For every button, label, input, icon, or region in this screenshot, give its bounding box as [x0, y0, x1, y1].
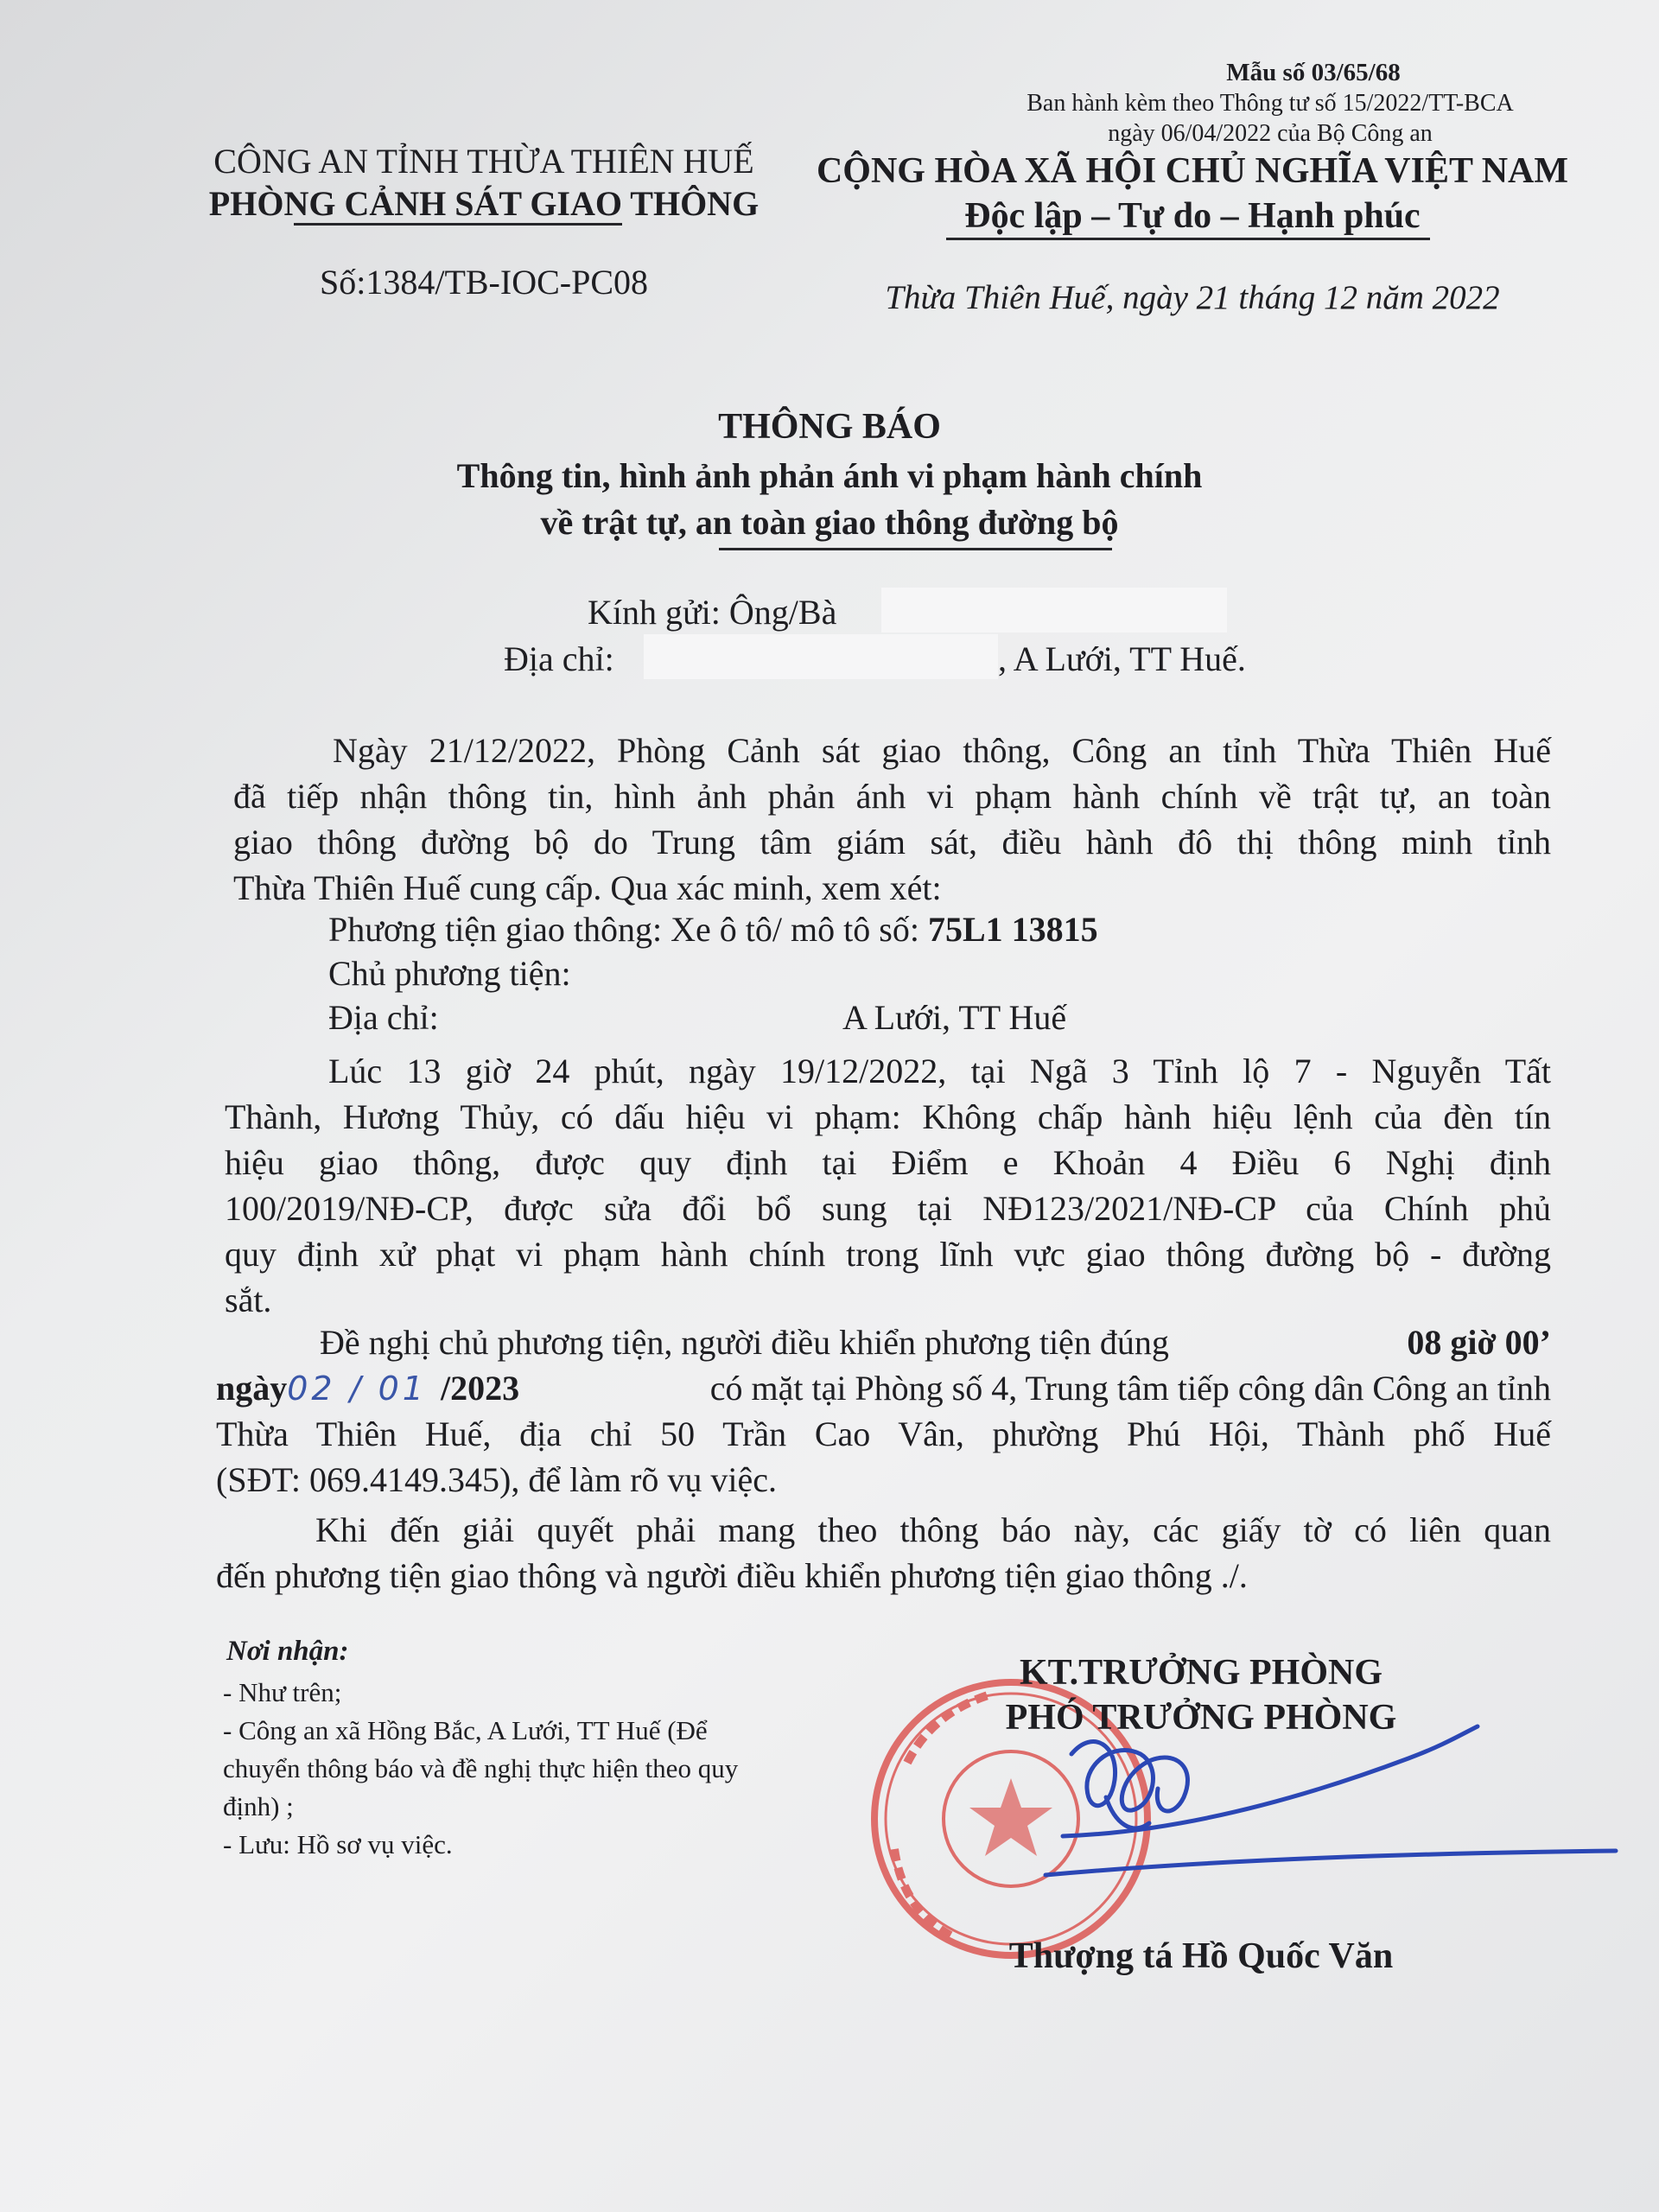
document-title: THÔNG BÁO: [718, 407, 941, 447]
form-number: Mẫu số 03/65/68: [1226, 59, 1401, 86]
recipient-address-label: Địa chỉ:: [504, 639, 614, 678]
paragraph-4-line-2: đến phương tiện giao thông và người điều khiển phương tiện giao thông ./.: [216, 1556, 1248, 1595]
title-subtitle-2: về trật tự, an toàn giao thông đường bộ: [540, 503, 1119, 542]
paragraph-2-line: Lúc 13 giờ 24 phút, ngày 19/12/2022, tại Ngã 3 Tỉnh lộ 7 - Nguyễn Tất: [328, 1052, 1551, 1090]
recipient-greeting: Kính gửi: Ông/Bà: [588, 593, 837, 632]
paragraph-2-line: Thành, Hương Thủy, có dấu hiệu vi phạm: Không chấp hành hiệu lệnh của đèn tín: [225, 1097, 1551, 1136]
vehicle-plate: 75L1 13815: [927, 910, 1098, 949]
recipient-item: - Như trên;: [223, 1677, 342, 1707]
vehicle-label: Phương tiện giao thông: Xe ô tô/ mô tô số:: [328, 910, 919, 949]
recipient-item: chuyển thông báo và đề nghị thực hiện theo quy: [223, 1753, 739, 1783]
handwritten-day: 02: [287, 1370, 336, 1408]
owner-label: Chủ phương tiện:: [328, 954, 571, 993]
paragraph-3-line-3: Thừa Thiên Huế, địa chỉ 50 Trần Cao Vân, phường Phú Hội, Thành phố Huế: [216, 1414, 1551, 1453]
paragraph-3-line-1: [320, 1319, 1551, 1365]
title-subtitle-1: Thông tin, hình ảnh phản ánh vi phạm hành chính: [456, 456, 1203, 495]
paragraph-1-line: giao thông đường bộ do Trung tâm giám sát, điều hành đô thị thông minh tỉnh: [233, 823, 1551, 861]
recipients-title: Nơi nhận:: [226, 1636, 349, 1667]
motto-underline: [946, 238, 1430, 240]
redacted-address: [644, 634, 998, 679]
recipient-item: - Công an xã Hồng Bắc, A Lưới, TT Huế (Để: [223, 1715, 708, 1745]
paragraph-1-line: đã tiếp nhận thông tin, hình ảnh phản ánh vi phạm hành chính về trật tự, an toàn: [233, 777, 1551, 816]
signature-title-2: PHÓ TRƯỞNG PHÒNG: [1005, 1698, 1397, 1738]
paragraph-2-last-line: sắt.: [225, 1281, 272, 1319]
paragraph-4-line-1: Khi đến giải quyết phải mang theo thông báo này, các giấy tờ có liên quan: [315, 1510, 1551, 1549]
country-name: CỘNG HÒA XÃ HỘI CHỦ NGHĨA VIỆT NAM: [816, 151, 1569, 191]
signer-name: Thượng tá Hồ Quốc Văn: [1008, 1936, 1394, 1976]
vehicle-line: [328, 906, 1098, 952]
paragraph-3-line-2-rest: có mặt tại Phòng số 4, Trung tâm tiếp công dân Công an tỉnh: [709, 1369, 1551, 1408]
signature-title-1: KT.TRƯỞNG PHÒNG: [1020, 1653, 1382, 1693]
form-issued-line1: Ban hành kèm theo Thông tư số 15/2022/TT-BCA: [1027, 90, 1514, 117]
recipient-item: - Lưu: Hồ sơ vụ việc.: [223, 1829, 453, 1859]
national-motto: Độc lập – Tự do – Hạnh phúc: [964, 196, 1421, 236]
appointment-time: 08 giờ 00’: [1407, 1323, 1551, 1362]
owner-address-suffix: A Lưới, TT Huế: [842, 998, 1067, 1037]
form-issued-line2: ngày 06/04/2022 của Bộ Công an: [1108, 120, 1433, 147]
paragraph-2-line: hiệu giao thông, được quy định tại Điểm e Khoản 4 Điều 6 Nghị định: [225, 1143, 1551, 1182]
agency-name: CÔNG AN TỈNH THỪA THIÊN HUẾ: [213, 142, 754, 181]
place-date: Thừa Thiên Huế, ngày 21 tháng 12 năm 2022: [885, 279, 1500, 316]
redacted-name: [881, 588, 1227, 632]
handwritten-month: 01: [378, 1370, 427, 1408]
title-underline: [719, 548, 1112, 550]
paragraph-2-line: 100/2019/NĐ-CP, được sửa đổi bổ sung tại NĐ123/2021/NĐ-CP của Chính phủ: [225, 1189, 1551, 1228]
department-name: PHÒNG CẢNH SÁT GIAO THÔNG: [208, 184, 760, 223]
paragraph-3-line-4: (SĐT: 069.4149.345), để làm rõ vụ việc.: [216, 1460, 778, 1499]
paragraph-1-line: Ngày 21/12/2022, Phòng Cảnh sát giao thông, Công an tỉnh Thừa Thiên Huế: [333, 731, 1551, 770]
appointment-day-label: ngày: [216, 1369, 288, 1408]
paragraph-3-line-2: ngày02 / 01 /2023 có mặt tại Phòng số 4, Trung tâm tiếp công dân Công an tỉnh: [216, 1365, 1551, 1412]
recipient-address-suffix: , A Lưới, TT Huế.: [998, 639, 1246, 678]
department-underline: [294, 223, 622, 226]
document-number: Số:1384/TB-IOC-PC08: [319, 263, 649, 302]
appointment-year: /2023: [441, 1369, 520, 1408]
owner-address-label: Địa chỉ:: [328, 998, 439, 1037]
recipient-item: định) ;: [223, 1791, 294, 1821]
paragraph-3-start: Đề nghị chủ phương tiện, người điều khiển phương tiện đúng: [320, 1323, 1169, 1362]
paragraph-2-line: quy định xử phạt vi phạm hành chính trong lĩnh vực giao thông đường bộ - đường: [225, 1235, 1551, 1274]
paragraph-1-line: Thừa Thiên Huế cung cấp. Qua xác minh, xem xét:: [233, 868, 942, 907]
